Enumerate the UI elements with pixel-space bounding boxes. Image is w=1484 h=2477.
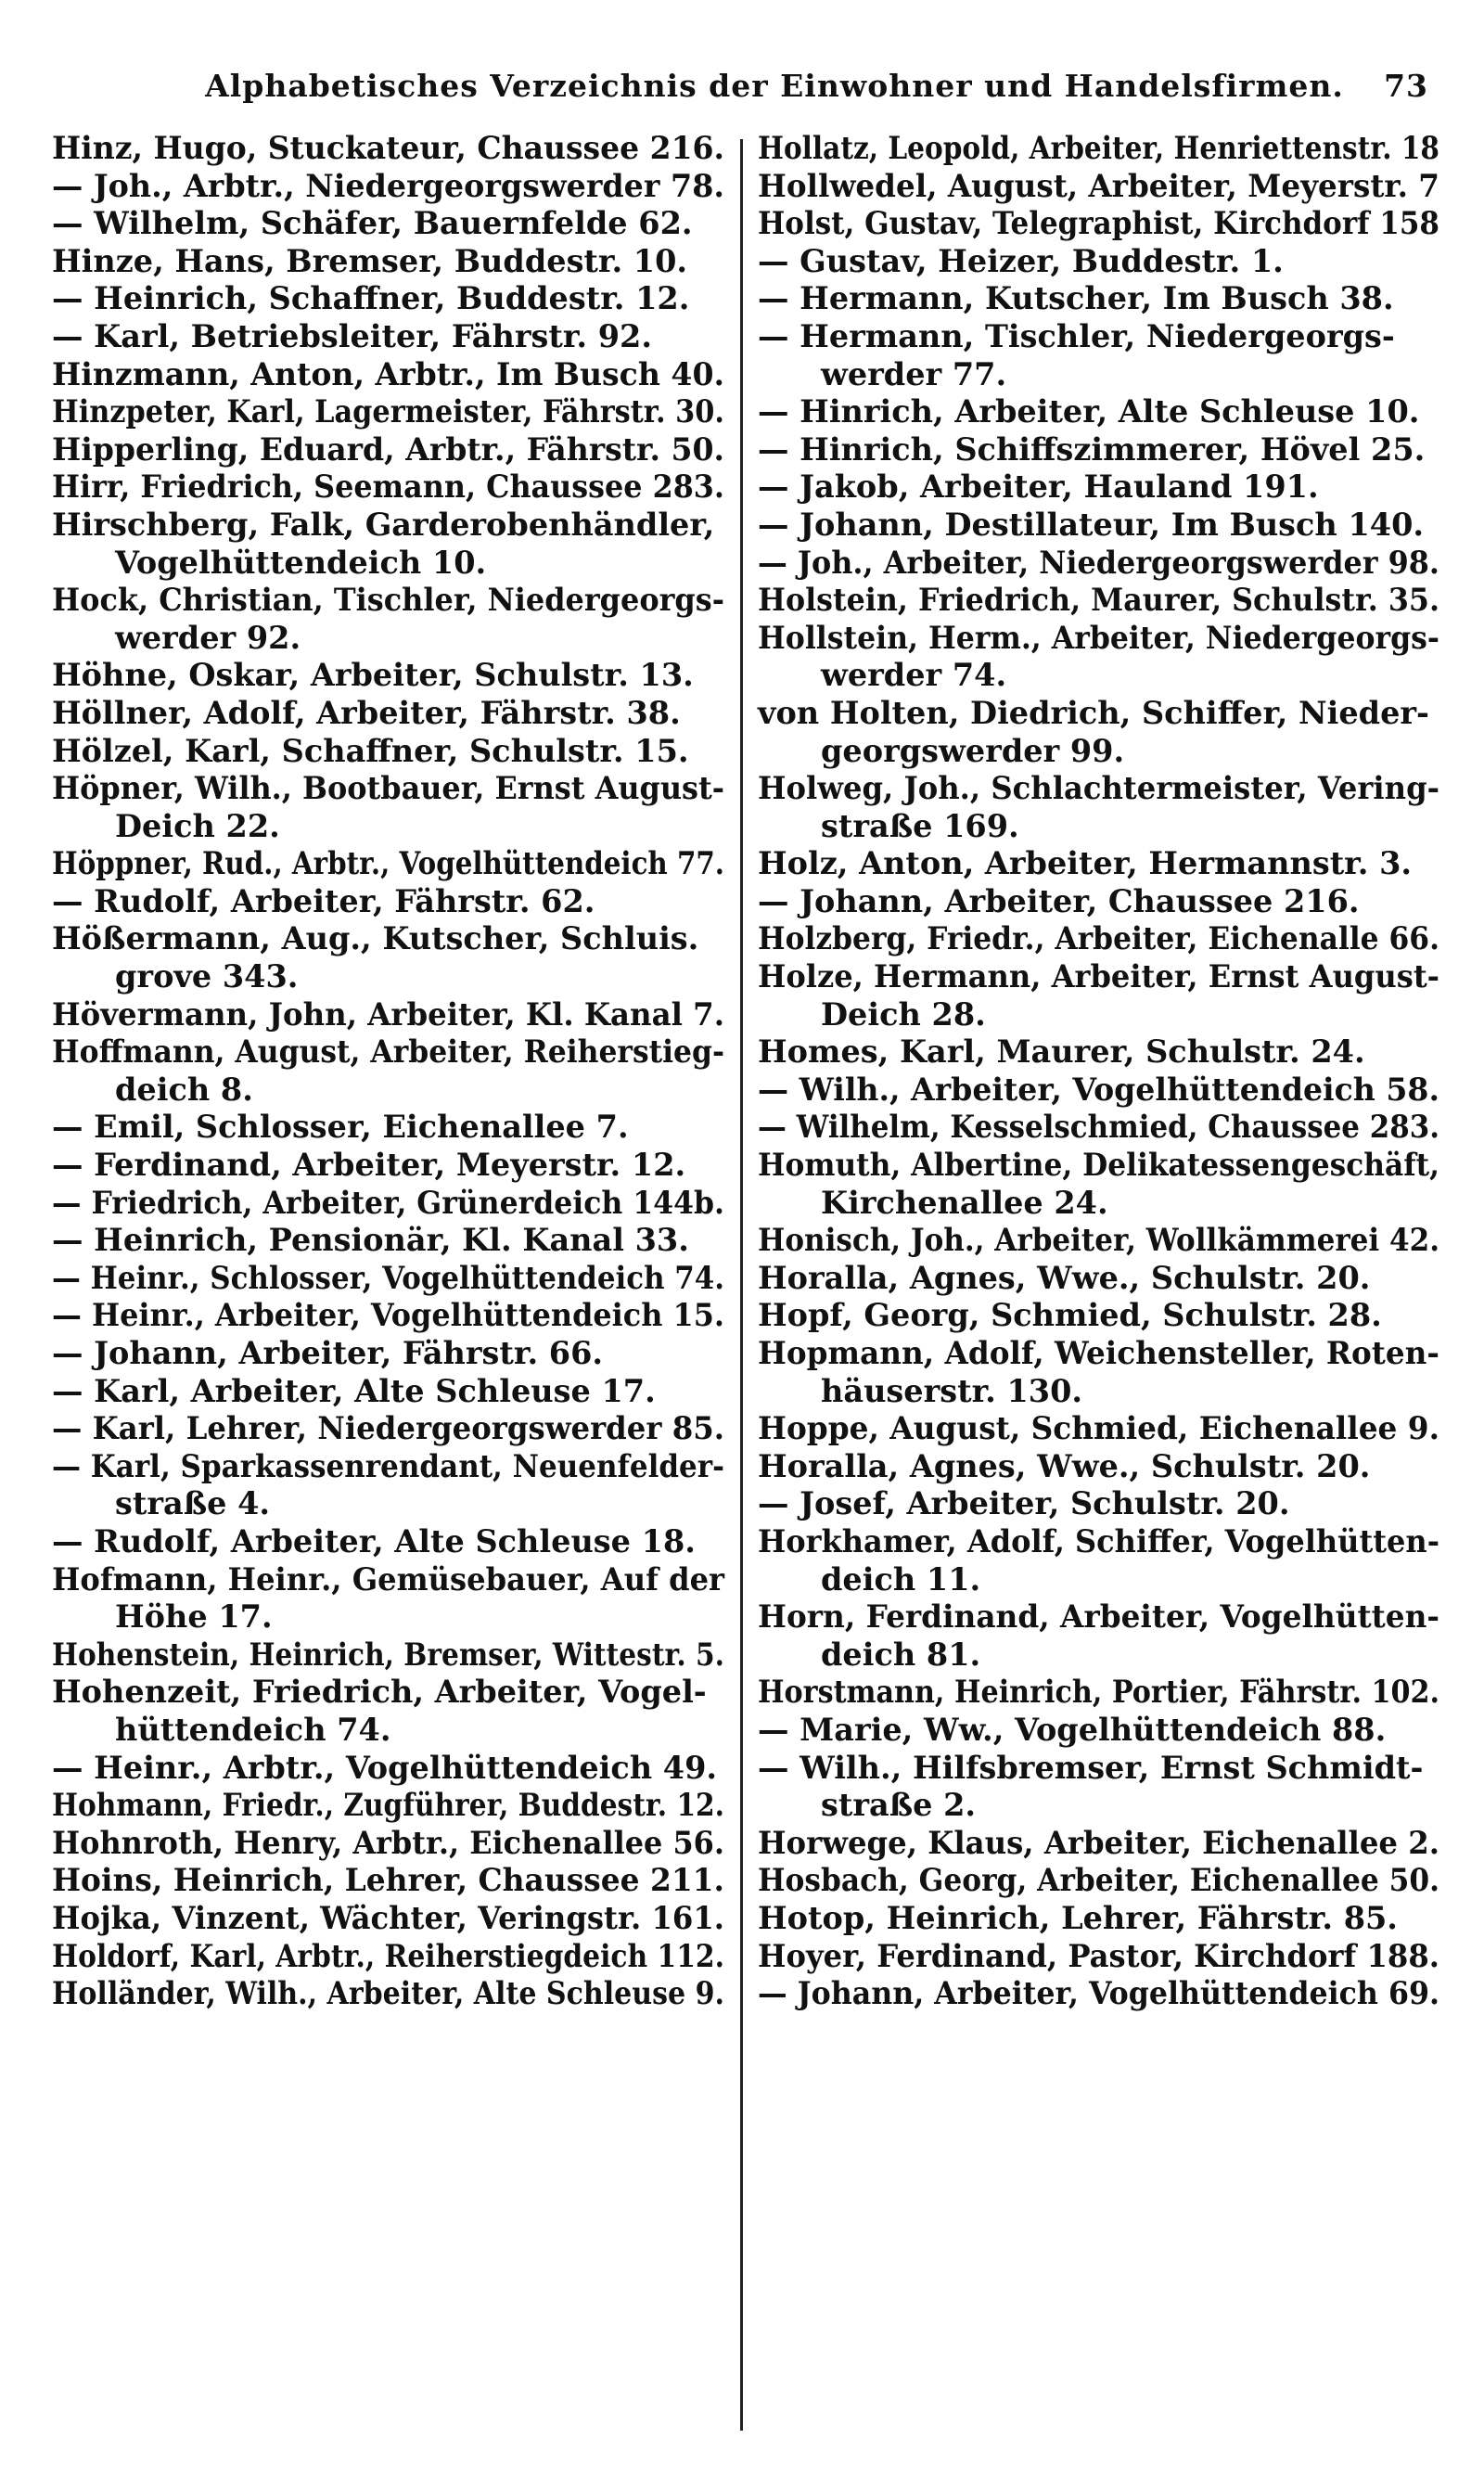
left-column <box>52 130 724 2013</box>
directory-entry: — Wilhelm, Kesselschmied, Chaussee 283. <box>758 1109 1439 1146</box>
directory-entry: Hollatz, Leopold, Arbeiter, Henriettenstr. 18 <box>758 130 1439 166</box>
directory-entry: Horalla, Agnes, Wwe., Schulstr. 20. <box>758 1447 1371 1484</box>
directory-entry: — Johann, Arbeiter, Chaussee 216. <box>758 882 1360 919</box>
directory-entry: von Holten, Diedrich, Schiffer, Nieder- <box>758 694 1429 731</box>
directory-entry: Höhne, Oskar, Arbeiter, Schulstr. 13. <box>52 657 694 694</box>
directory-entry: Holz, Anton, Arbeiter, Hermannstr. 3. <box>758 845 1413 882</box>
entry-continuation-line: häuserstr. 130. <box>821 1372 1083 1409</box>
directory-entry: — Karl, Sparkassenrendant, Neuenfelder- <box>52 1447 724 1484</box>
directory-entry: — Heinr., Arbeiter, Vogelhüttendeich 15. <box>52 1297 724 1334</box>
directory-entry: — Rudolf, Arbeiter, Fährstr. 62. <box>52 882 595 919</box>
entry-continuation-line: Vogelhüttendeich 10. <box>115 544 487 581</box>
directory-entry: — Emil, Schlosser, Eichenallee 7. <box>52 1109 629 1146</box>
directory-entry: — Ferdinand, Arbeiter, Meyerstr. 12. <box>52 1147 686 1184</box>
directory-entry: Hoins, Heinrich, Lehrer, Chaussee 211. <box>52 1862 724 1899</box>
directory-entry: Höppner, Rud., Arbtr., Vogelhüttendeich 77. <box>52 845 724 882</box>
directory-entry: Höllner, Adolf, Arbeiter, Fährstr. 38. <box>52 694 681 731</box>
directory-entry: Honisch, Joh., Arbeiter, Wollkämmerei 42. <box>758 1222 1439 1259</box>
directory-entry: Hofmann, Heinr., Gemüsebauer, Auf der <box>52 1560 724 1598</box>
directory-entry: Hinzmann, Anton, Arbtr., Im Busch 40. <box>52 355 724 392</box>
directory-entry: Holstein, Friedrich, Maurer, Schulstr. 35. <box>758 582 1439 619</box>
directory-entry: Hinze, Hans, Bremser, Buddestr. 10. <box>52 242 688 279</box>
directory-entry: Horkhamer, Adolf, Schiffer, Vogelhütten- <box>758 1522 1439 1559</box>
entry-continuation-line: Deich 28. <box>821 995 986 1033</box>
directory-entry: — Joh., Arbeiter, Niedergeorgswerder 98. <box>758 544 1439 581</box>
directory-entry: Hotop, Heinrich, Lehrer, Fährstr. 85. <box>758 1899 1398 1936</box>
directory-entry: Horstmann, Heinrich, Portier, Fährstr. 102. <box>758 1674 1439 1711</box>
directory-entry: Horwege, Klaus, Arbeiter, Eichenallee 2. <box>758 1824 1439 1861</box>
directory-entry: Hock, Christian, Tischler, Niedergeorgs- <box>52 582 724 619</box>
directory-entry: — Hinrich, Schiffszimmerer, Hövel 25. <box>758 430 1426 468</box>
directory-entry: Hollwedel, August, Arbeiter, Meyerstr. 7 <box>758 167 1439 204</box>
directory-entry: Hopf, Georg, Schmied, Schulstr. 28. <box>758 1297 1382 1334</box>
entry-continuation-line: Deich 22. <box>115 807 280 844</box>
directory-entry: Holländer, Wilh., Arbeiter, Alte Schleuse 9. <box>52 1975 724 2012</box>
directory-entry: Hohnroth, Henry, Arbtr., Eichenallee 56. <box>52 1824 724 1861</box>
directory-entry: — Wilh., Arbeiter, Vogelhüttendeich 58. <box>758 1071 1439 1108</box>
directory-entry: Holdorf, Karl, Arbtr., Reiherstiegdeich 112. <box>52 1937 724 1974</box>
directory-entry: — Hermann, Kutscher, Im Busch 38. <box>758 280 1394 317</box>
entry-continuation-line: straße 4. <box>115 1485 271 1522</box>
directory-entry: Hoffmann, August, Arbeiter, Reiherstieg- <box>52 1033 724 1071</box>
entry-continuation-line: deich 8. <box>115 1071 253 1108</box>
entry-continuation-line: deich 11. <box>821 1560 981 1598</box>
directory-entry: — Hermann, Tischler, Niedergeorgs- <box>758 317 1395 354</box>
directory-entry: Höpner, Wilh., Bootbauer, Ernst August- <box>52 770 724 807</box>
directory-entry: — Heinrich, Pensionär, Kl. Kanal 33. <box>52 1222 689 1259</box>
directory-entry: — Hinrich, Arbeiter, Alte Schleuse 10. <box>758 393 1420 430</box>
directory-entry: — Heinr., Schlosser, Vogelhüttendeich 74. <box>52 1259 724 1296</box>
directory-entry: Holzberg, Friedr., Arbeiter, Eichenalle 66. <box>758 920 1439 957</box>
entry-continuation-line: grove 343. <box>115 958 299 995</box>
directory-entry: Hößermann, Aug., Kutscher, Schluis. <box>52 920 699 957</box>
entry-continuation-line: deich 81. <box>821 1636 981 1673</box>
directory-entry: Horalla, Agnes, Wwe., Schulstr. 20. <box>758 1259 1371 1296</box>
directory-entry: Hohenstein, Heinrich, Bremser, Wittestr. 5. <box>52 1636 724 1673</box>
directory-entry: — Karl, Lehrer, Niedergeorgswerder 85. <box>52 1410 724 1447</box>
directory-entry: Holze, Hermann, Arbeiter, Ernst August- <box>758 958 1439 995</box>
directory-entry: Hojka, Vinzent, Wächter, Veringstr. 161. <box>52 1899 724 1936</box>
directory-entry: — Marie, Ww., Vogelhüttendeich 88. <box>758 1711 1387 1748</box>
entry-continuation-line: straße 2. <box>821 1787 977 1824</box>
running-title: Alphabetisches Verzeichnis der Einwohner und Handelsfirmen. <box>205 67 1344 104</box>
column-divider <box>740 139 743 2431</box>
page-header <box>139 58 1428 113</box>
entry-continuation-line: werder 77. <box>821 355 1007 392</box>
directory-entry: Hopmann, Adolf, Weichensteller, Roten- <box>758 1335 1439 1371</box>
directory-entry: Holweg, Joh., Schlachtermeister, Vering- <box>758 770 1439 807</box>
directory-entry: Hövermann, John, Arbeiter, Kl. Kanal 7. <box>52 995 724 1033</box>
directory-entry: — Karl, Arbeiter, Alte Schleuse 17. <box>52 1372 656 1409</box>
directory-entry: — Johann, Arbeiter, Fährstr. 66. <box>52 1335 604 1371</box>
directory-entry: Hölzel, Karl, Schaffner, Schulstr. 15. <box>52 732 689 769</box>
directory-entry: Hinzpeter, Karl, Lagermeister, Fährstr. 30. <box>52 393 724 430</box>
entry-continuation-line: Kirchenallee 24. <box>821 1184 1108 1221</box>
entry-continuation-line: georgswerder 99. <box>821 732 1125 769</box>
directory-entry: — Rudolf, Arbeiter, Alte Schleuse 18. <box>52 1522 696 1559</box>
directory-entry: Hinz, Hugo, Stuckateur, Chaussee 216. <box>52 130 724 166</box>
entry-continuation-line: hüttendeich 74. <box>115 1711 391 1748</box>
entry-continuation-line: Höhe 17. <box>115 1598 273 1636</box>
right-column <box>758 130 1439 2013</box>
directory-entry: — Gustav, Heizer, Buddestr. 1. <box>758 242 1284 279</box>
directory-entry: — Johann, Arbeiter, Vogelhüttendeich 69. <box>758 1975 1439 2012</box>
directory-entry: Homuth, Albertine, Delikatessengeschäft, <box>758 1147 1439 1184</box>
directory-entry: — Karl, Betriebsleiter, Fährstr. 92. <box>52 317 653 354</box>
directory-entry: — Jakob, Arbeiter, Hauland 191. <box>758 468 1319 506</box>
directory-entry: — Joh., Arbtr., Niedergeorgswerder 78. <box>52 167 724 204</box>
directory-entry: Hohenzeit, Friedrich, Arbeiter, Vogel- <box>52 1674 707 1711</box>
directory-entry: Horn, Ferdinand, Arbeiter, Vogelhütten- <box>758 1598 1439 1636</box>
directory-entry: Hipperling, Eduard, Arbtr., Fährstr. 50. <box>52 430 724 468</box>
directory-entry: Homes, Karl, Maurer, Schulstr. 24. <box>758 1033 1365 1071</box>
directory-entry: Hohmann, Friedr., Zugführer, Buddestr. 12. <box>52 1787 724 1824</box>
directory-entry: — Wilhelm, Schäfer, Bauernfelde 62. <box>52 205 693 242</box>
directory-entry: — Wilh., Hilfsbremser, Ernst Schmidt- <box>758 1749 1424 1786</box>
entry-continuation-line: werder 74. <box>821 657 1007 694</box>
directory-entry: Hosbach, Georg, Arbeiter, Eichenallee 50. <box>758 1862 1439 1899</box>
directory-entry: Hirr, Friedrich, Seemann, Chaussee 283. <box>52 468 724 506</box>
directory-entry: — Johann, Destillateur, Im Busch 140. <box>758 506 1425 543</box>
page-number: 73 <box>1384 67 1428 104</box>
entry-continuation-line: werder 92. <box>115 619 301 656</box>
directory-entry: — Heinrich, Schaffner, Buddestr. 12. <box>52 280 690 317</box>
directory-entry: — Josef, Arbeiter, Schulstr. 20. <box>758 1485 1290 1522</box>
directory-entry: Hollstein, Herm., Arbeiter, Niedergeorgs- <box>758 619 1439 656</box>
directory-entry: Hirschberg, Falk, Garderobenhändler, <box>52 506 715 543</box>
directory-entry: Hoyer, Ferdinand, Pastor, Kirchdorf 188. <box>758 1937 1439 1974</box>
entry-continuation-line: straße 169. <box>821 807 1019 844</box>
directory-entry: Hoppe, August, Schmied, Eichenallee 9. <box>758 1410 1439 1447</box>
directory-entry: — Friedrich, Arbeiter, Grünerdeich 144b. <box>52 1184 724 1221</box>
directory-entry: Holst, Gustav, Telegraphist, Kirchdorf 158 <box>758 205 1439 242</box>
directory-entry: — Heinr., Arbtr., Vogelhüttendeich 49. <box>52 1749 718 1786</box>
